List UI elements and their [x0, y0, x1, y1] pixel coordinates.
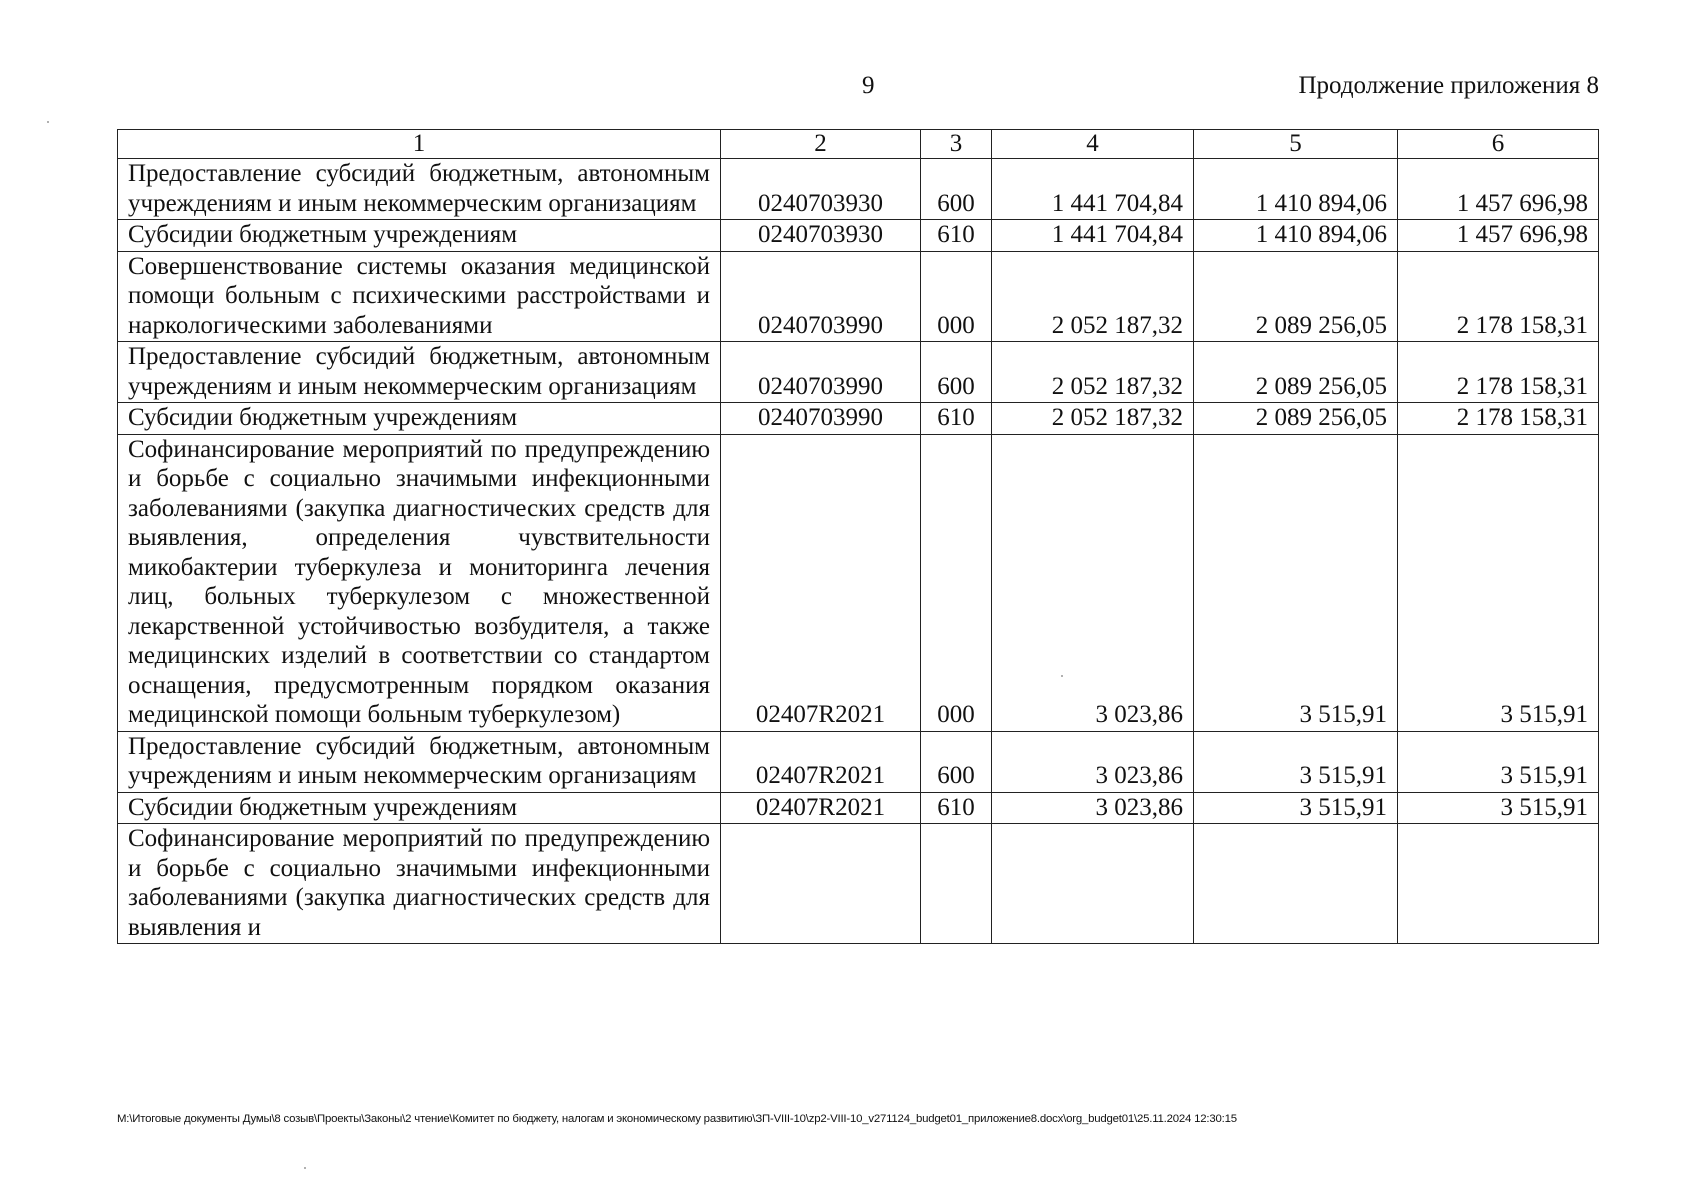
amount-column-4: 2 052 187,32	[992, 342, 1194, 403]
amount-column-4: 3 023,86	[992, 731, 1194, 792]
document-file-path: M:\Итоговые документы Думы\8 созыв\Проекты\Законы\2 чтение\Комитет по бюджету, налогам и экономическому развитию\ЗП-VIII-10\zp2-VIII-10_v271124_budget01_приложение8.docx\org_budget01\25.11.2024 12:30:15	[117, 1113, 1237, 1125]
amount-column-4: 1 441 704,84	[992, 220, 1194, 252]
amount-column-5: 2 089 256,05	[1194, 403, 1398, 435]
amount-column-5: 3 515,91	[1194, 434, 1398, 731]
appendix-continuation-note: Продолжение приложения 8	[1298, 72, 1599, 99]
expense-name: Совершенствование системы оказания медицинской помощи больным с психическими расстройствами и наркологическими заболеваниями	[118, 251, 721, 342]
expense-type-code: 600	[921, 731, 992, 792]
amount-column-6: 2 178 158,31	[1398, 403, 1599, 435]
column-header: 4	[992, 130, 1194, 159]
amount-column-5: 2 089 256,05	[1194, 342, 1398, 403]
amount-column-6: 2 178 158,31	[1398, 251, 1599, 342]
amount-column-4: 3 023,86	[992, 434, 1194, 731]
amount-column-6: 3 515,91	[1398, 731, 1599, 792]
scan-speck	[47, 121, 49, 123]
table-row	[118, 403, 1599, 435]
amount-column-4: 3 023,86	[992, 792, 1194, 824]
budget-table	[117, 129, 1599, 944]
expense-type-code: 000	[921, 251, 992, 342]
expense-name: Предоставление субсидий бюджетным, автономным учреждениям и иным некоммерческим организациям	[118, 159, 721, 220]
table-row	[118, 251, 1599, 342]
target-article-code: 0240703930	[721, 159, 921, 220]
expense-type-code	[921, 824, 992, 944]
amount-column-5: 1 410 894,06	[1194, 220, 1398, 252]
amount-column-5: 3 515,91	[1194, 792, 1398, 824]
expense-name: Субсидии бюджетным учреждениям	[118, 220, 721, 252]
table-row	[118, 792, 1599, 824]
column-header: 6	[1398, 130, 1599, 159]
expense-type-code: 600	[921, 159, 992, 220]
amount-column-4: 2 052 187,32	[992, 403, 1194, 435]
table-row	[118, 434, 1599, 731]
table-row	[118, 159, 1599, 220]
column-header: 3	[921, 130, 992, 159]
amount-column-6: 2 178 158,31	[1398, 342, 1599, 403]
table-row	[118, 342, 1599, 403]
column-header: 2	[721, 130, 921, 159]
expense-name: Софинансирование мероприятий по предупреждению и борьбе с социально значимыми инфекционными заболеваниями (закупка диагностических средств для выявления и	[118, 824, 721, 944]
amount-column-5	[1194, 824, 1398, 944]
target-article-code: 0240703990	[721, 251, 921, 342]
amount-column-5: 3 515,91	[1194, 731, 1398, 792]
column-number-row	[118, 130, 1599, 159]
target-article-code: 02407R2021	[721, 792, 921, 824]
target-article-code: 02407R2021	[721, 731, 921, 792]
expense-name: Субсидии бюджетным учреждениям	[118, 792, 721, 824]
target-article-code: 0240703990	[721, 342, 921, 403]
table-row	[118, 220, 1599, 252]
expense-name: Предоставление субсидий бюджетным, автономным учреждениям и иным некоммерческим организациям	[118, 342, 721, 403]
column-header: 1	[118, 130, 721, 159]
amount-column-6: 3 515,91	[1398, 434, 1599, 731]
amount-column-6: 1 457 696,98	[1398, 159, 1599, 220]
scan-speck	[304, 1167, 306, 1169]
expense-name: Субсидии бюджетным учреждениям	[118, 403, 721, 435]
amount-column-4: 1 441 704,84	[992, 159, 1194, 220]
expense-name: Софинансирование мероприятий по предупреждению и борьбе с социально значимыми инфекционными заболеваниями (закупка диагностических средств для выявления, определения чувствительности микобактерии туберкулеза и мониторинга лечения лиц, больных туберкулезом с множественной лекарственной устойчивостью возбудителя, а также медицинских изделий в соответствии со стандартом оснащения, предусмотренным порядком оказания медицинской помощи больным туберкулезом)	[118, 434, 721, 731]
expense-type-code: 610	[921, 403, 992, 435]
amount-column-5: 2 089 256,05	[1194, 251, 1398, 342]
table-row	[118, 731, 1599, 792]
expense-type-code: 610	[921, 792, 992, 824]
expense-type-code: 000	[921, 434, 992, 731]
amount-column-6: 1 457 696,98	[1398, 220, 1599, 252]
amount-column-5: 1 410 894,06	[1194, 159, 1398, 220]
scan-speck	[1061, 675, 1063, 677]
amount-column-6: 3 515,91	[1398, 792, 1599, 824]
target-article-code: 0240703990	[721, 403, 921, 435]
target-article-code: 0240703930	[721, 220, 921, 252]
expense-type-code: 600	[921, 342, 992, 403]
expense-type-code: 610	[921, 220, 992, 252]
table-row-continued	[118, 824, 1599, 944]
amount-column-4	[992, 824, 1194, 944]
amount-column-6	[1398, 824, 1599, 944]
page-number: 9	[862, 72, 875, 99]
column-header: 5	[1194, 130, 1398, 159]
target-article-code: 02407R2021	[721, 434, 921, 731]
target-article-code	[721, 824, 921, 944]
amount-column-4: 2 052 187,32	[992, 251, 1194, 342]
expense-name: Предоставление субсидий бюджетным, автономным учреждениям и иным некоммерческим организациям	[118, 731, 721, 792]
